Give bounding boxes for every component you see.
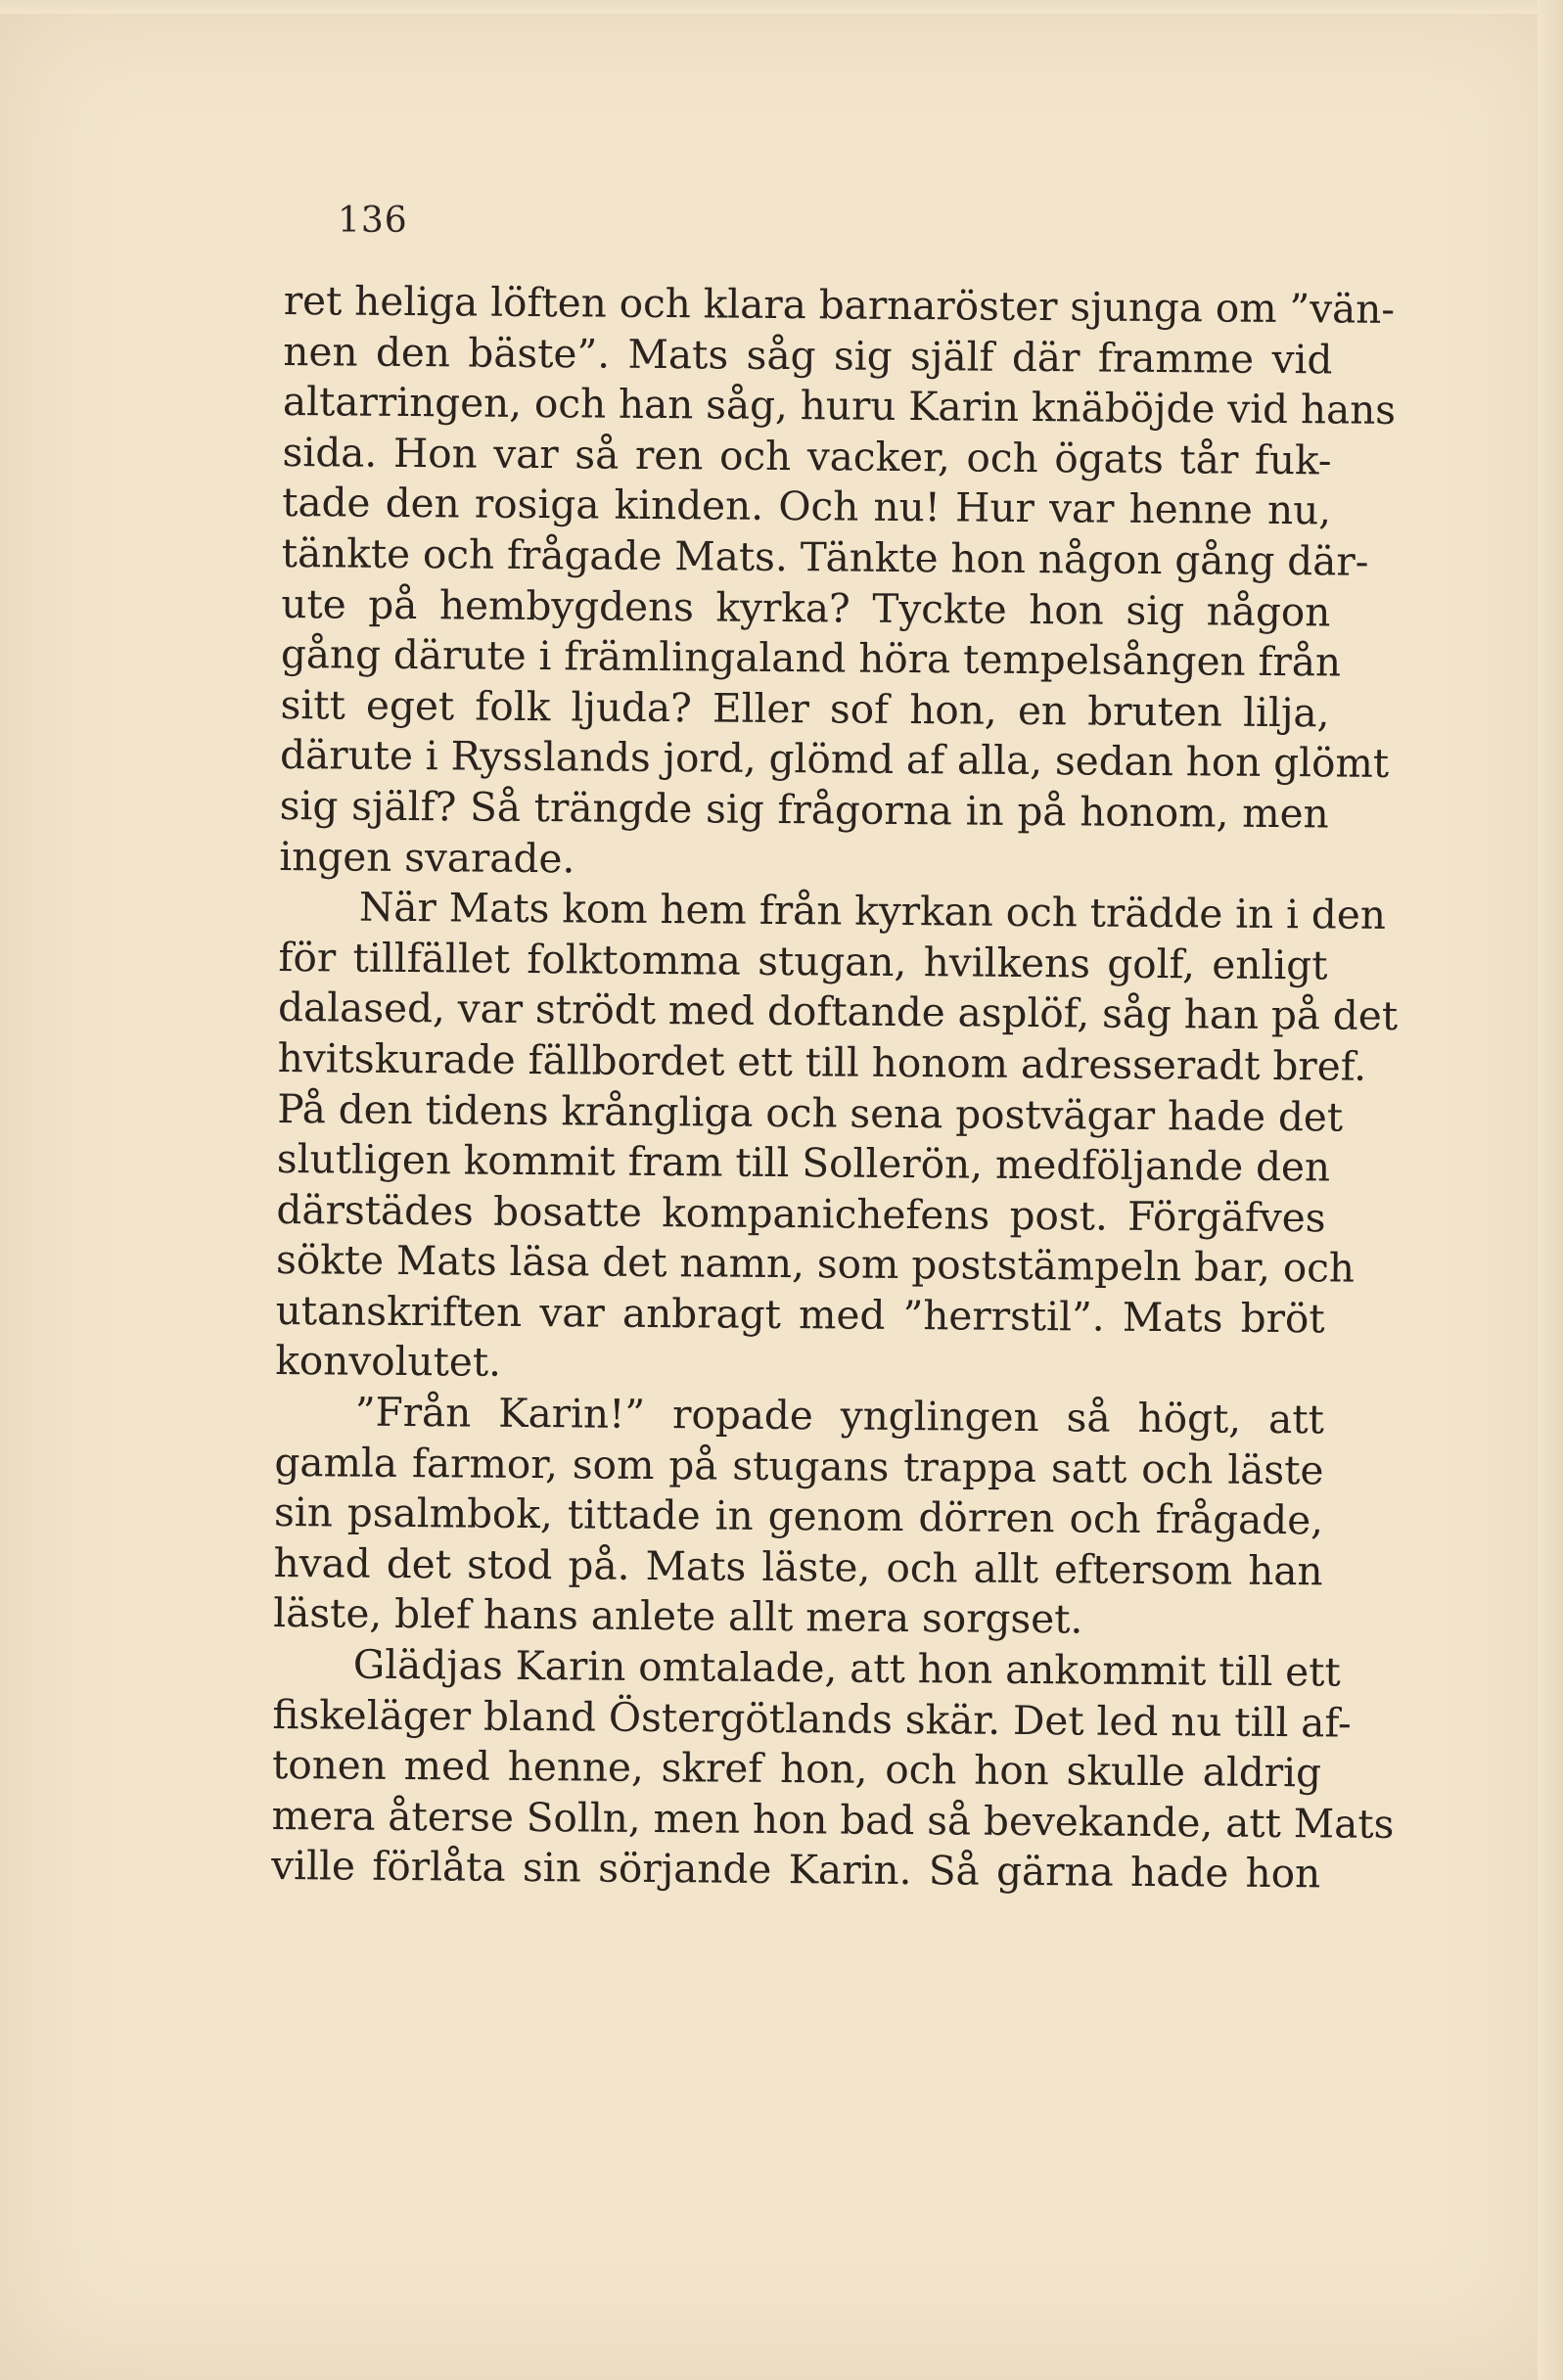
page-top-edge (0, 0, 1563, 14)
text-line: dalased, var strödt med doftande asplöf, såg han på det (277, 984, 1399, 1040)
page-right-edge (1538, 0, 1563, 2380)
text-line: för tillfället folktomma stugan, hvilkens golf, enligt (278, 933, 1328, 989)
page-number: 136 (338, 201, 408, 241)
text-line: tänkte och frågade Mats. Tänkte hon någon gång där- (281, 528, 1369, 585)
text-line: sida. Hon var så ren och vacker, och ögats tår fuk- (282, 428, 1332, 484)
text-line: sitt eget folk ljuda? Eller sof hon, en bruten lilja, (280, 680, 1330, 737)
text-line: läste, blef hans anlete allt mera sorgset. (273, 1589, 1083, 1643)
text-line: sin psalmbok, tittade in genom dörren och frågade, (273, 1488, 1324, 1544)
text-line: På den tidens krångliga och sena postvägar hade det (277, 1084, 1344, 1141)
text-line: altarringen, och han såg, huru Karin knäböjde vid hans (282, 378, 1397, 435)
text-line: ret heliga löften och klara barnaröster sjunga om ”vän- (283, 276, 1396, 333)
text-line: tade den rosiga kinden. Och nu! Hur var henne nu, (281, 479, 1332, 534)
text-line: gamla farmor, som på stugans trappa satt och läste (274, 1438, 1324, 1494)
text-line: slutligen kommit fram till Sollerön, medföljande den (276, 1135, 1331, 1191)
text-line: ”Från Karin!” ropade ynglingen så högt, att (354, 1388, 1325, 1443)
text-line: därute i Rysslands jord, glömd af alla, sedan hon glömt (279, 731, 1390, 788)
text-line: Glädjas Karin omtalade, att hon ankommit till ett (352, 1640, 1341, 1696)
text-line: sökte Mats läsa det namn, som poststämpeln bar, och (275, 1236, 1356, 1292)
body-text (271, 276, 1399, 1899)
text-line: När Mats kom hem från kyrkan och trädde in i den (358, 883, 1387, 938)
text-line: gång därute i främlingaland höra tempelsången från (280, 630, 1342, 686)
text-line: ville förlåta sin sörjande Karin. Så gärna hade hon (271, 1842, 1321, 1898)
text-line: tonen med henne, skref hon, och hon skulle aldrig (271, 1741, 1322, 1797)
text-line: nen den bäste”. Mats såg sig själf där framme vid (283, 327, 1333, 384)
text-line: ingen svarade. (279, 832, 575, 882)
text-line: utanskriften var anbragt med ”herrstil”. Mats bröt (275, 1286, 1325, 1343)
text-line: därstädes bosatte kompanichefens post. Förgäfves (276, 1185, 1326, 1242)
text-line: ute på hembygdens kyrka? Tyckte hon sig någon (281, 579, 1331, 635)
text-line: hvitskurade fällbordet ett till honom adresseradt bref. (277, 1033, 1367, 1090)
text-line: hvad det stod på. Mats läste, och allt eftersom han (273, 1538, 1323, 1595)
text-line: fiskeläger bland Östergötlands skär. Det led nu till af- (272, 1690, 1352, 1747)
text-line: konvolutet. (275, 1337, 502, 1387)
text-line: sig själf? Så trängde sig frågorna in på honom, men (279, 781, 1329, 838)
text-line: mera återse Solln, men hon bad så bevekande, att Mats (271, 1791, 1395, 1848)
